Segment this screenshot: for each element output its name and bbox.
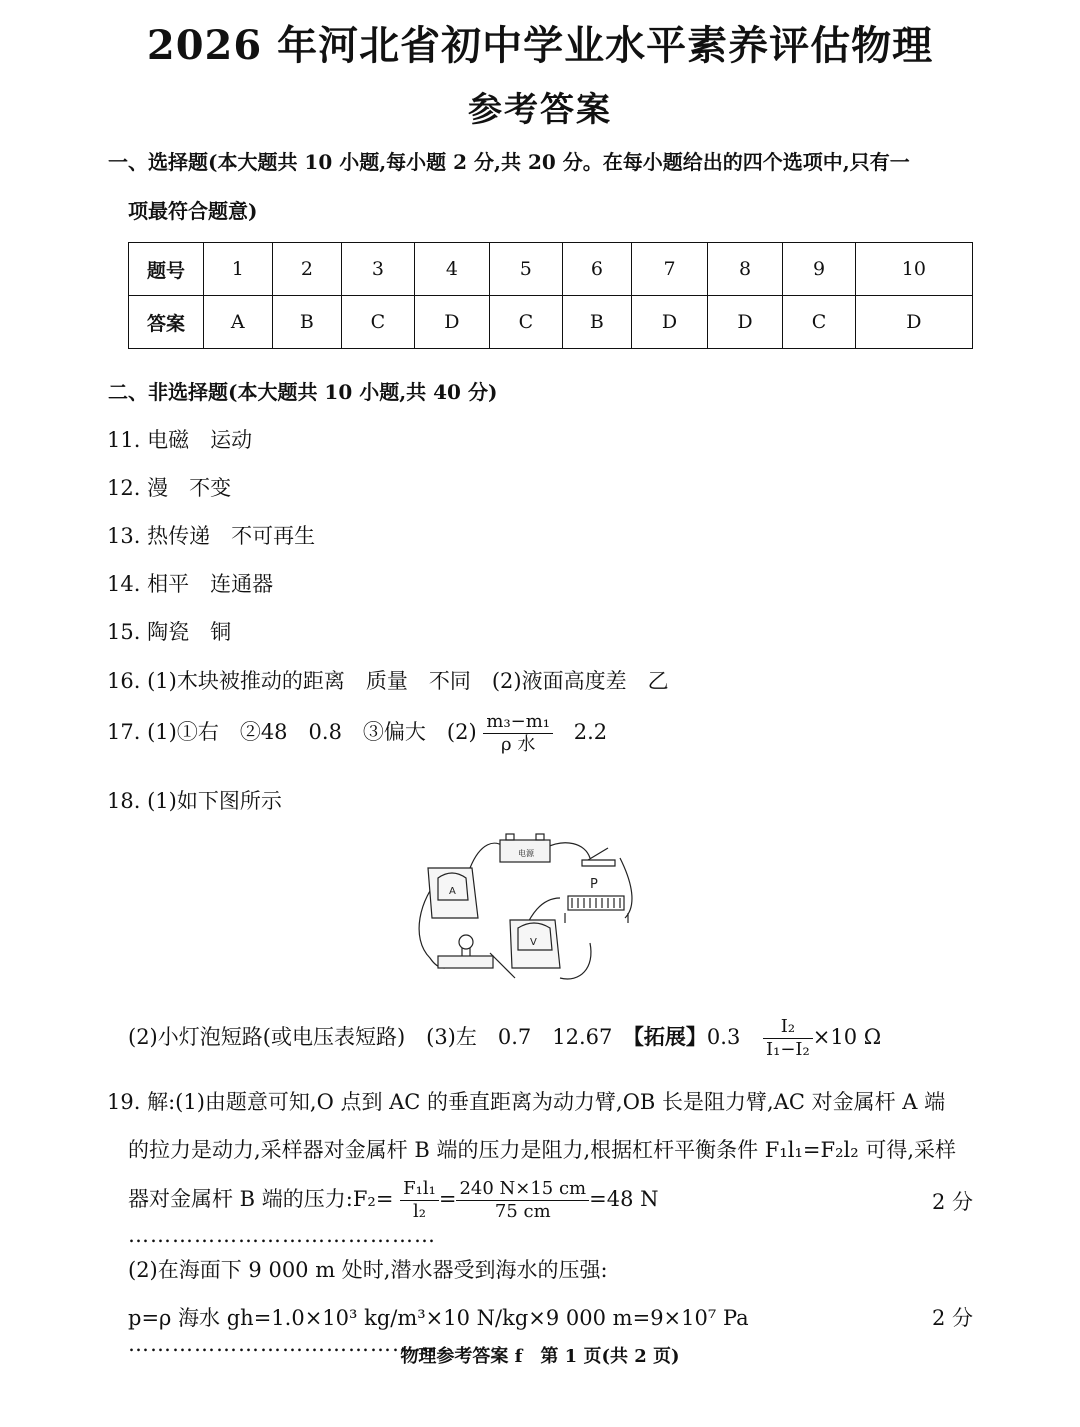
answer-15: 15. 陶瓷 铜 <box>107 620 232 644</box>
expand-label: 【拓展】 <box>633 1024 707 1049</box>
circuit-diagram <box>410 828 640 988</box>
answer-table <box>128 242 973 349</box>
table-cell: A <box>204 296 273 349</box>
answer-18-part2 <box>128 1016 881 1061</box>
score-label: 2 分 <box>931 1306 973 1330</box>
table-cell: C <box>342 296 414 349</box>
row-label-answer: 答案 <box>129 296 204 349</box>
battery-label: 电源 <box>518 849 534 858</box>
table-row <box>129 296 973 349</box>
answer-19-line1: 19. 解:(1)由题意可知,O 点到 AC 的垂直距离为动力臂,OB 长是阻力臂,AC 对金属杆 A 端 <box>107 1090 946 1114</box>
fraction-suffix: ×10 Ω <box>812 1025 882 1049</box>
answer-18-part1: 18. (1)如下图所示 <box>107 789 282 813</box>
answer-18-fraction <box>763 1016 813 1061</box>
table-cell: 1 <box>204 243 273 296</box>
answer-18-part2-text: (2)小灯泡短路(或电压表短路) (3)左 0.7 12.67 <box>128 1025 634 1049</box>
answer-17 <box>107 711 607 756</box>
leader-dots: …………………………………… <box>128 1332 436 1356</box>
table-cell: C <box>783 296 855 349</box>
answer-19-line3: 器对金属杆 B 端的压力:F₂= $\frac{\text{F₁l₁}}{\text{l₂}}$ = $\frac{240 N\times 15 cm}{75 cm}$ =48 N …………………………………… 2 分 <box>128 1178 973 1247</box>
page-subtitle: 参考答案 <box>468 90 612 130</box>
formula-fraction <box>400 1178 439 1223</box>
fraction-denominator: l₂ <box>412 1201 426 1222</box>
answer-11: 11. 电磁 运动 <box>107 428 253 452</box>
answer-17-prefix: 17. (1)①右 ②48 0.8 ③偏大 (2) <box>107 720 477 744</box>
table-cell: 6 <box>562 243 632 296</box>
table-cell: 5 <box>490 243 562 296</box>
fraction-denominator: 75 cm <box>494 1201 551 1222</box>
value-fraction <box>456 1178 589 1223</box>
row-label-number: 题号 <box>129 243 204 296</box>
table-cell: B <box>562 296 632 349</box>
fraction-numerator: m₃−m₁ <box>483 711 553 734</box>
table-cell: D <box>855 296 972 349</box>
table-cell: 10 <box>855 243 972 296</box>
answer-12: 12. 漫 不变 <box>107 476 232 500</box>
table-cell: C <box>490 296 562 349</box>
table-cell: 4 <box>414 243 490 296</box>
table-cell: D <box>632 296 708 349</box>
fraction-numerator: F₁l₁ <box>400 1178 439 1201</box>
pressure-formula: p=ρ 海水 gh=1.0×10³ kg/m³×10 N/kg×9 000 m=9×10⁷ Pa <box>128 1306 749 1330</box>
answer-19-line4: (2)在海面下 9 000 m 处时,潜水器受到海水的压强: <box>128 1258 608 1282</box>
section2-heading: 二、非选择题(本大题共 10 小题,共 40 分) <box>108 380 498 404</box>
page-title: 2026 年河北省初中学业水平素养评估物理 <box>146 22 934 69</box>
fraction-denominator: I₁−I₂ <box>766 1039 810 1060</box>
table-cell: 2 <box>272 243 342 296</box>
page-footer: 物理参考答案 f 第 1 页(共 2 页) <box>400 1346 680 1367</box>
answer-17-suffix: 2.2 <box>573 720 608 744</box>
table-cell: 3 <box>342 243 414 296</box>
expand-value: 0.3 <box>706 1025 741 1049</box>
section1-heading: 一、选择题(本大题共 10 小题,每小题 2 分,共 20 分。在每小题给出的四个选项中,只有一 <box>108 150 910 174</box>
table-cell: D <box>414 296 490 349</box>
table-cell: D <box>707 296 783 349</box>
leader-dots: …………………………………… <box>128 1223 436 1247</box>
table-cell: 7 <box>632 243 708 296</box>
answer-17-fraction <box>483 711 553 756</box>
table-row <box>129 243 973 296</box>
fraction-denominator: ρ 水 <box>501 734 536 755</box>
answer-14: 14. 相平 连通器 <box>107 572 274 596</box>
fraction-numerator: 240 N×15 cm <box>456 1178 589 1201</box>
voltmeter-label: V <box>530 937 537 948</box>
section1-heading-cont: 项最符合题意) <box>128 199 258 223</box>
table-cell: 9 <box>783 243 855 296</box>
ammeter-label: A <box>449 886 456 897</box>
slider-label: P <box>590 877 598 892</box>
line3-prefix: 器对金属杆 B 端的压力:F₂= <box>128 1187 394 1211</box>
line3-result: =48 N <box>589 1187 659 1211</box>
score-label: 2 分 <box>931 1190 973 1214</box>
answer-19-line2: 的拉力是动力,采样器对金属杆 B 端的压力是阻力,根据杠杆平衡条件 F₁l₁=F₂l₂ 可得,采样 <box>128 1138 956 1162</box>
fraction-numerator: I₂ <box>763 1016 813 1039</box>
answer-13: 13. 热传递 不可再生 <box>107 524 316 548</box>
table-cell: 8 <box>707 243 783 296</box>
table-cell: B <box>272 296 342 349</box>
answer-16: 16. (1)木块被推动的距离 质量 不同 (2)液面高度差 乙 <box>107 669 669 693</box>
